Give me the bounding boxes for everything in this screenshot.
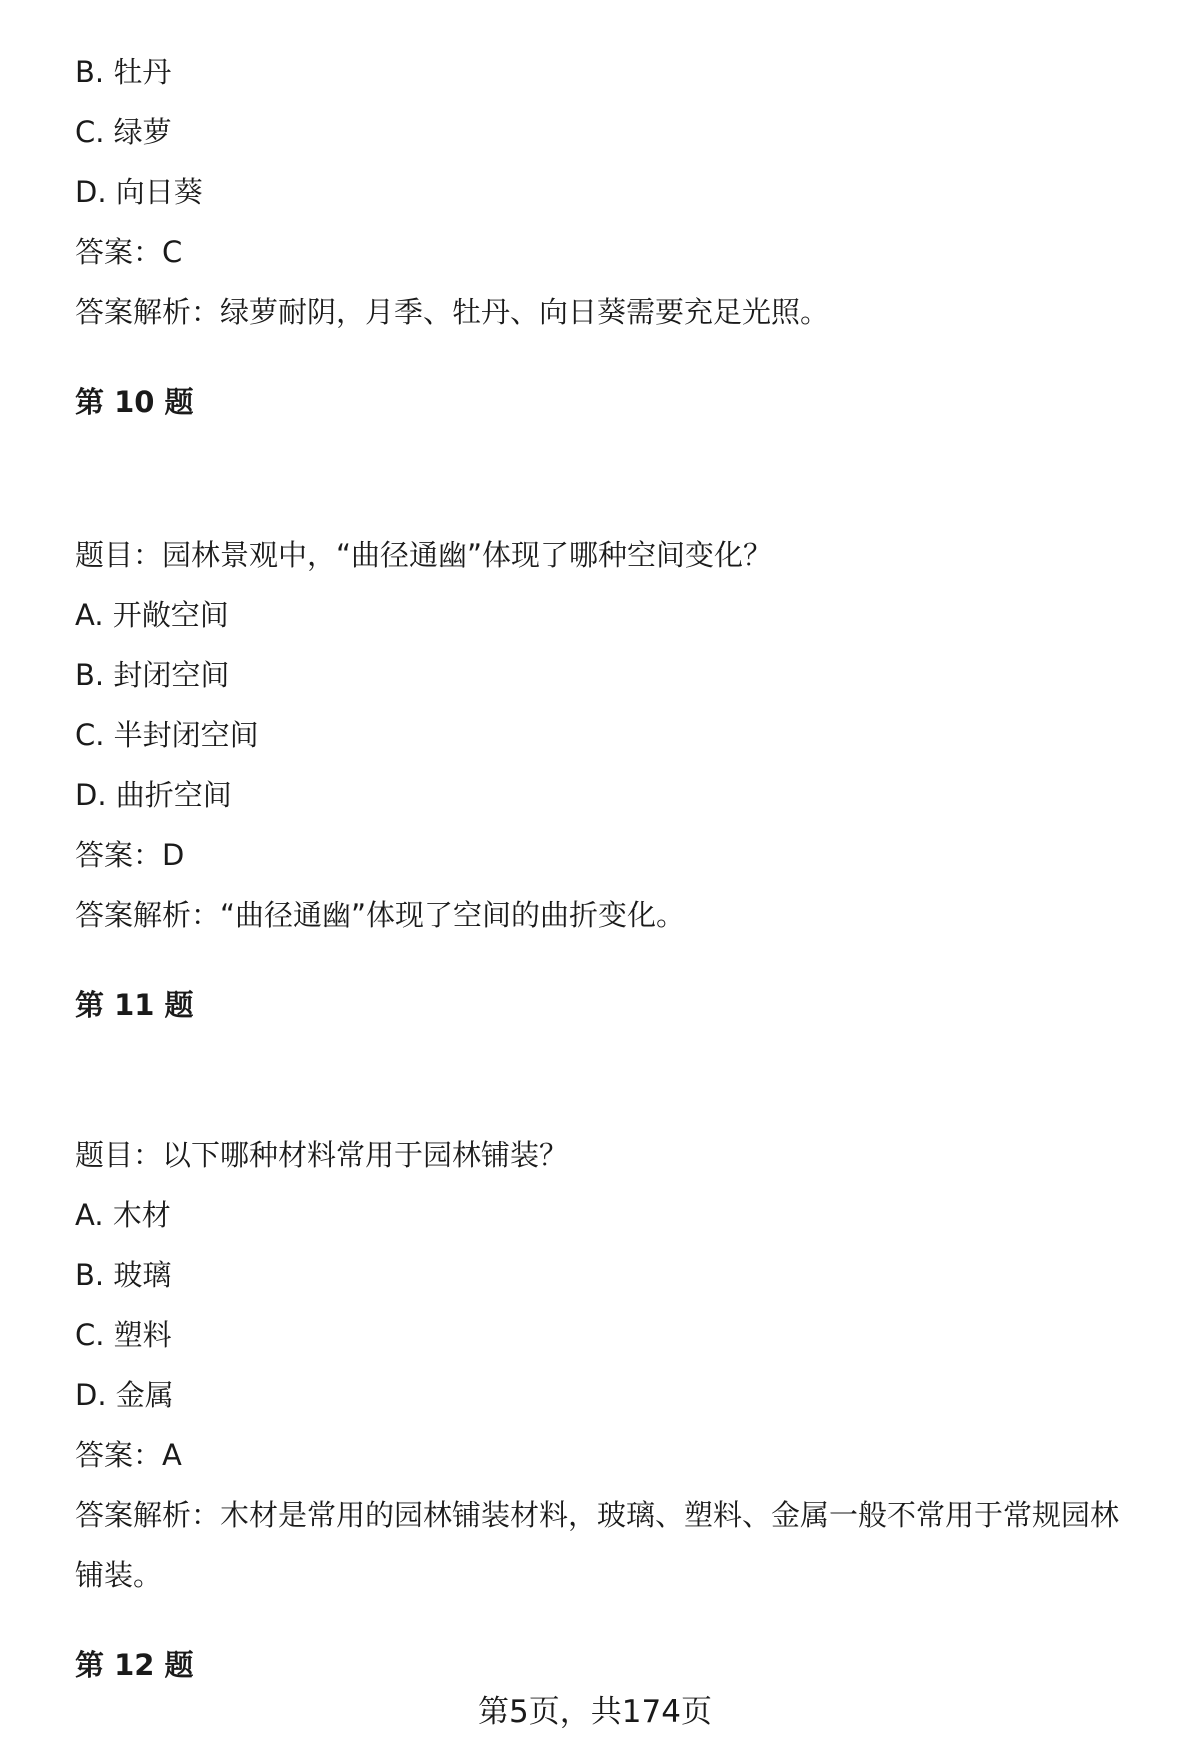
- q11-option-c: C. 塑料: [75, 1318, 172, 1352]
- q10-option-c: C. 半封闭空间: [75, 718, 259, 752]
- q11-option-b: B. 玻璃: [75, 1258, 172, 1292]
- q11-heading: 第 11 题: [75, 988, 194, 1022]
- q10-explanation: 答案解析：“曲径通幽”体现了空间的曲折变化。: [75, 898, 686, 932]
- q10-stem: 题目：园林景观中，“曲径通幽”体现了哪种空间变化？: [75, 538, 773, 572]
- q12-heading: 第 12 题: [75, 1648, 194, 1682]
- q11-option-a: A. 木材: [75, 1198, 171, 1232]
- q9-option-d: D. 向日葵: [75, 175, 203, 209]
- q9-option-c: C. 绿萝: [75, 115, 172, 149]
- q11-stem: 题目：以下哪种材料常用于园林铺装？: [75, 1138, 569, 1172]
- q9-answer: 答案：C: [75, 235, 183, 269]
- q10-answer: 答案：D: [75, 838, 185, 872]
- q10-option-a: A. 开敞空间: [75, 598, 229, 632]
- q9-option-b: B. 牡丹: [75, 55, 172, 89]
- q10-option-b: B. 封闭空间: [75, 658, 230, 692]
- q9-explanation: 答案解析：绿萝耐阴，月季、牡丹、向日葵需要充足光照。: [75, 295, 830, 329]
- page-number-footer: 第5页，共174页: [478, 1694, 712, 1730]
- q10-heading: 第 10 题: [75, 385, 194, 419]
- q11-answer: 答案：A: [75, 1438, 182, 1472]
- q11-explanation-line1: 答案解析：木材是常用的园林铺装材料，玻璃、塑料、金属一般不常用于常规园林: [75, 1498, 1120, 1532]
- q10-option-d: D. 曲折空间: [75, 778, 232, 812]
- q11-explanation-line2: 铺装。: [75, 1558, 163, 1592]
- q11-option-d: D. 金属: [75, 1378, 174, 1412]
